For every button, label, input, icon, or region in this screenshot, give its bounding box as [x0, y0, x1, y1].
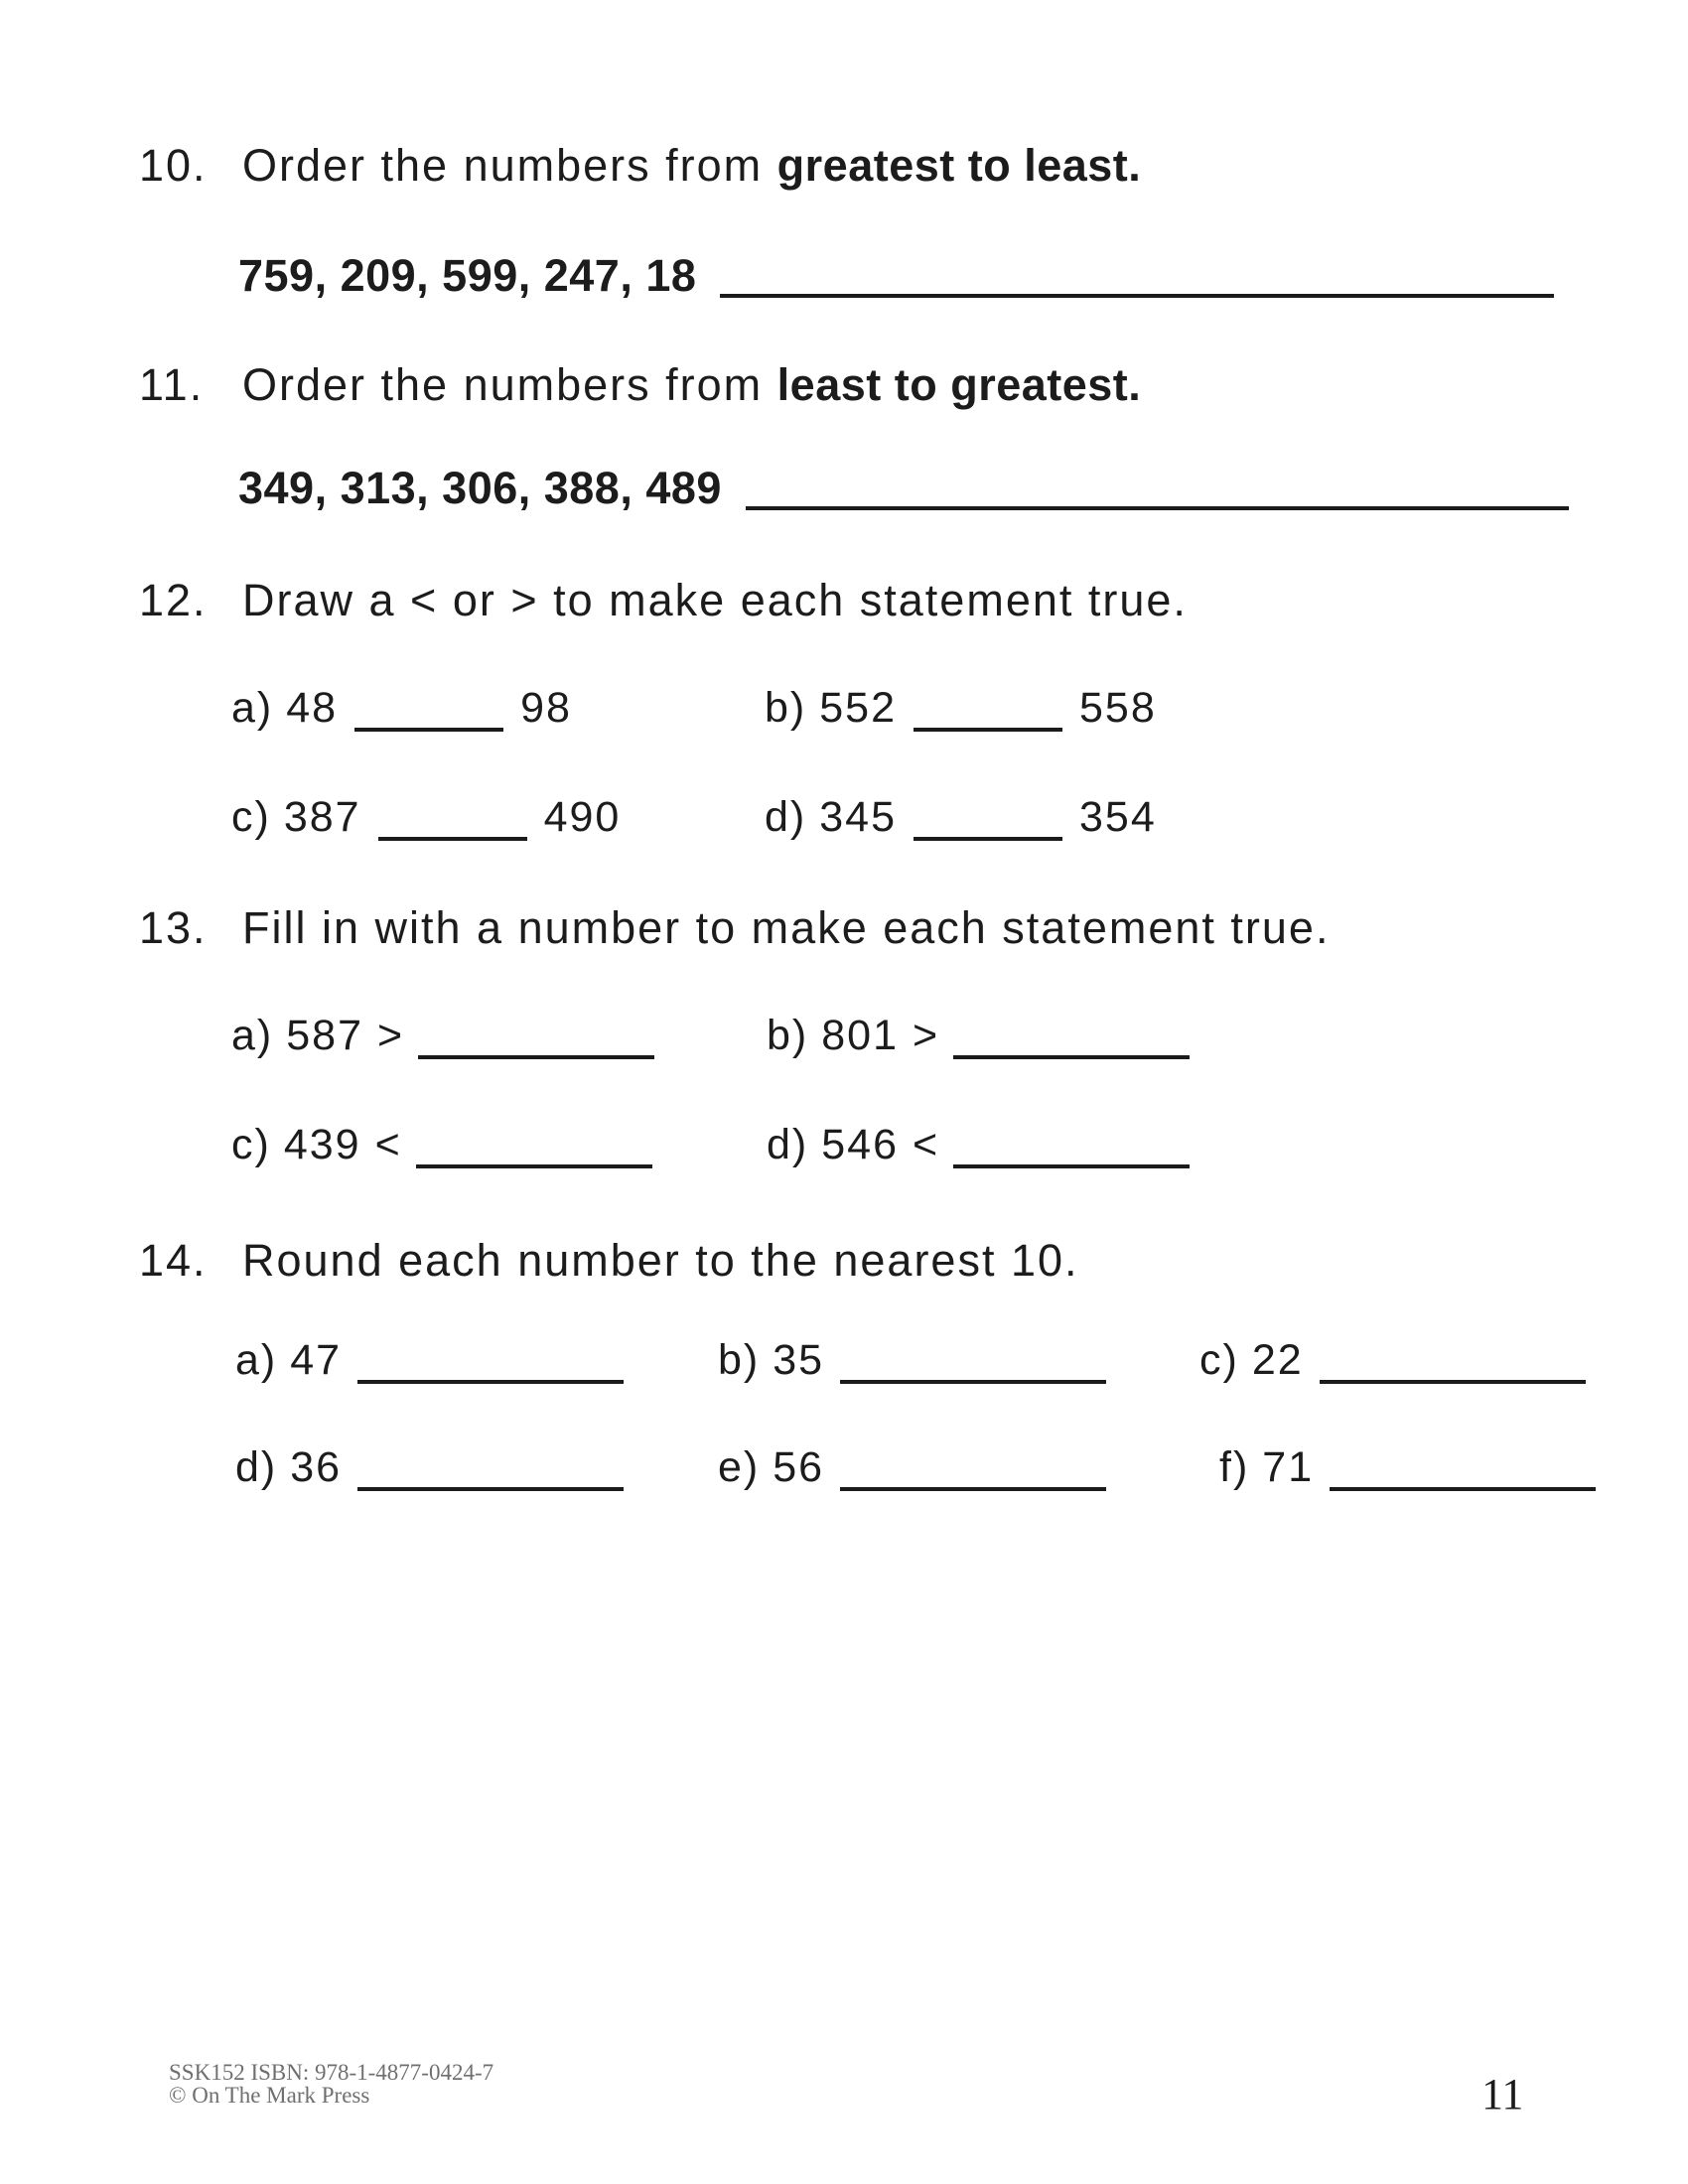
answer-blank[interactable]	[357, 1352, 624, 1384]
item-label: c)	[1199, 1336, 1239, 1384]
prompt-text: Fill in with a number to make each statement true.	[242, 902, 1331, 953]
item-label: b)	[767, 1012, 809, 1059]
inequality-symbol: <	[374, 1121, 402, 1168]
item-label: a)	[231, 684, 274, 732]
prompt-text: Round each number to the nearest 10.	[242, 1235, 1079, 1286]
answer-blank[interactable]	[953, 1027, 1190, 1059]
round-item-a	[235, 1336, 624, 1384]
item-value: 71	[1262, 1443, 1315, 1491]
item-value: 22	[1251, 1336, 1304, 1384]
question-13-row-2	[0, 1121, 1688, 1185]
item-value: 36	[290, 1443, 343, 1491]
compare-item-b	[765, 684, 1157, 732]
answer-blank[interactable]	[746, 466, 1569, 510]
question-number: 13.	[139, 902, 208, 953]
question-10-heading	[139, 140, 1142, 191]
item-value: 35	[773, 1336, 825, 1384]
item-value: 801	[821, 1012, 899, 1059]
answer-blank[interactable]	[1320, 1352, 1586, 1384]
item-right-value: 354	[1078, 793, 1157, 841]
answer-blank[interactable]	[914, 809, 1062, 841]
item-label: a)	[231, 1012, 274, 1059]
round-item-f	[1219, 1443, 1596, 1491]
question-11-heading	[139, 359, 1142, 410]
item-label: f)	[1219, 1443, 1250, 1491]
item-right-value: 98	[520, 684, 572, 732]
item-value: 439	[283, 1121, 361, 1168]
question-13-row-1	[0, 1012, 1688, 1076]
item-label: c)	[231, 1121, 271, 1168]
item-label: d)	[765, 793, 807, 841]
compare-item-a	[231, 684, 572, 732]
round-item-e	[718, 1443, 1106, 1491]
question-prompt	[242, 140, 1142, 191]
answer-blank[interactable]	[840, 1352, 1106, 1384]
question-prompt	[242, 902, 1331, 953]
inequality-symbol: >	[376, 1012, 405, 1059]
answer-blank[interactable]	[357, 1459, 624, 1491]
inequality-item-a	[231, 1012, 654, 1059]
footer-copyright: © On The Mark Press	[169, 2083, 370, 2108]
item-label: d)	[235, 1443, 278, 1491]
item-value: 587	[286, 1012, 363, 1059]
question-14-row-2	[0, 1443, 1688, 1508]
question-10-answer-row	[238, 250, 1554, 301]
question-11-answer-row	[238, 463, 1569, 513]
item-label: c)	[231, 793, 271, 841]
inequality-item-c	[231, 1121, 652, 1168]
question-12-row-1	[0, 684, 1688, 749]
question-number: 14.	[139, 1235, 208, 1286]
inequality-symbol: >	[912, 1012, 940, 1059]
round-item-b	[718, 1336, 1106, 1384]
item-left-value: 387	[283, 793, 361, 841]
question-number: 10.	[139, 140, 208, 191]
item-value: 56	[773, 1443, 825, 1491]
item-left-value: 345	[819, 793, 897, 841]
item-left-value: 552	[819, 684, 897, 732]
question-prompt	[242, 359, 1142, 410]
item-label: b)	[718, 1336, 761, 1384]
answer-blank[interactable]	[354, 700, 503, 732]
item-value: 47	[290, 1336, 343, 1384]
page-number: 11	[1481, 2070, 1524, 2118]
number-list: 759, 209, 599, 247, 18	[238, 250, 697, 301]
question-prompt	[242, 575, 1188, 625]
question-14-heading	[139, 1235, 1079, 1286]
question-number: 11.	[139, 359, 205, 410]
prompt-text: Order the numbers from	[242, 140, 777, 191]
answer-blank[interactable]	[416, 1137, 652, 1168]
question-14-row-1	[0, 1336, 1688, 1401]
compare-item-c	[231, 793, 622, 841]
item-label: a)	[235, 1336, 278, 1384]
compare-item-d	[765, 793, 1157, 841]
item-label: d)	[767, 1121, 809, 1168]
item-label: b)	[765, 684, 807, 732]
inequality-item-d	[767, 1121, 1190, 1168]
round-item-c	[1199, 1336, 1586, 1384]
prompt-bold-text: least to greatest.	[776, 359, 1142, 410]
answer-blank[interactable]	[1330, 1459, 1596, 1491]
inequality-symbol: <	[912, 1121, 940, 1168]
item-right-value: 558	[1078, 684, 1157, 732]
question-12-heading	[139, 575, 1188, 625]
round-item-d	[235, 1443, 624, 1491]
page-footer	[169, 2061, 493, 2107]
answer-blank[interactable]	[953, 1137, 1190, 1168]
inequality-item-b	[767, 1012, 1190, 1059]
answer-blank[interactable]	[378, 809, 527, 841]
prompt-bold-text: greatest to least.	[776, 140, 1142, 191]
number-list: 349, 313, 306, 388, 489	[238, 463, 722, 513]
answer-blank[interactable]	[914, 700, 1062, 732]
item-value: 546	[821, 1121, 899, 1168]
answer-blank[interactable]	[418, 1027, 654, 1059]
prompt-text: Draw a < or > to make each statement true.	[242, 575, 1188, 625]
question-13-heading	[139, 902, 1331, 953]
prompt-text: Order the numbers from	[242, 359, 777, 410]
question-number: 12.	[139, 575, 208, 625]
item-right-value: 490	[543, 793, 622, 841]
item-label: e)	[718, 1443, 761, 1491]
item-left-value: 48	[286, 684, 339, 732]
question-prompt	[242, 1235, 1079, 1286]
question-12-row-2	[0, 793, 1688, 858]
footer-isbn: SSK152 ISBN: 978-1-4877-0424-7	[169, 2060, 494, 2085]
answer-blank[interactable]	[720, 253, 1554, 298]
answer-blank[interactable]	[840, 1459, 1106, 1491]
